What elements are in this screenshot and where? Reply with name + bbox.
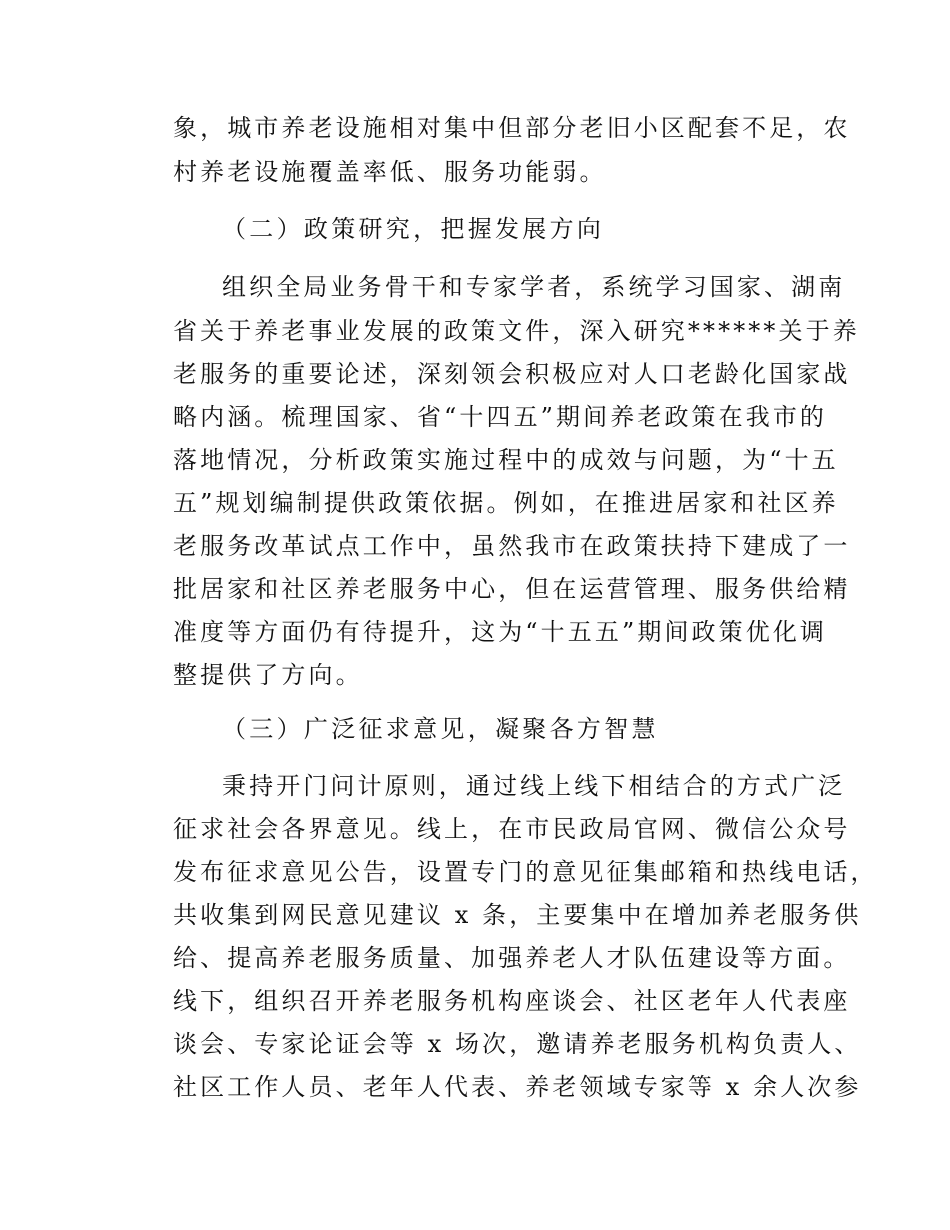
paragraph-2-line-8: 批居家和社区养老服务中心，但在运营管理、服务供给精 [173,575,851,603]
paragraph-2-line-2: 省关于养老事业发展的政策文件，深入研究******关于养 [173,317,860,345]
paragraph-2-line-6: 五”规划编制提供政策依据。例如，在推进居家和社区养 [173,489,839,517]
paragraph-3-line-3: 发布征求意见公告，设置专门的意见征集邮箱和热线电话， [173,858,878,886]
paragraph-3-line-4: 共收集到网民意见建议 x 条，主要集中在增加养老服务供 [173,901,862,929]
section-heading-3: （三）广泛征求意见，凝聚各方智慧 [222,715,659,743]
paragraph-3-line-8: 社区工作人员、老年人代表、养老领域专家等 x 余人次参 [173,1073,862,1101]
paragraph-2-line-3: 老服务的重要论述，深刻领会积极应对人口老龄化国家战 [173,360,851,388]
paragraph-2-line-5: 落地情况，分析政策实施过程中的成效与问题，为“十五 [173,446,839,474]
paragraph-3-line-1: 秉持开门问计原则，通过线上线下相结合的方式广泛 [222,772,846,800]
paragraph-1-line-2: 村养老设施覆盖率低、服务功能弱。 [173,158,607,186]
paragraph-3-line-7: 谈会、专家论证会等 x 场次，邀请养老服务机构负责人、 [173,1030,862,1058]
paragraph-2-line-7: 老服务改革试点工作中，虽然我市在政策扶持下建成了一 [173,532,851,560]
paragraph-1-line-1: 象，城市养老设施相对集中但部分老旧小区配套不足，农 [173,114,851,142]
paragraph-3-line-2: 征求社会各界意见。线上，在市民政局官网、微信公众号 [173,815,851,843]
paragraph-2-line-10: 整提供了方向。 [173,661,363,689]
paragraph-3-line-5: 给、提高养老服务质量、加强养老人才队伍建设等方面。 [173,944,851,972]
paragraph-2-line-4: 略内涵。梳理国家、省“十四五”期间养老政策在我市的 [173,403,828,431]
paragraph-3-line-6: 线下，组织召开养老服务机构座谈会、社区老年人代表座 [173,987,851,1015]
paragraph-2-line-1: 组织全局业务骨干和专家学者，系统学习国家、湖南 [222,273,846,301]
section-heading-2: （二）政策研究，把握发展方向 [222,215,605,243]
paragraph-2-line-9: 准度等方面仍有待提升，这为“十五五”期间政策优化调 [173,618,828,646]
